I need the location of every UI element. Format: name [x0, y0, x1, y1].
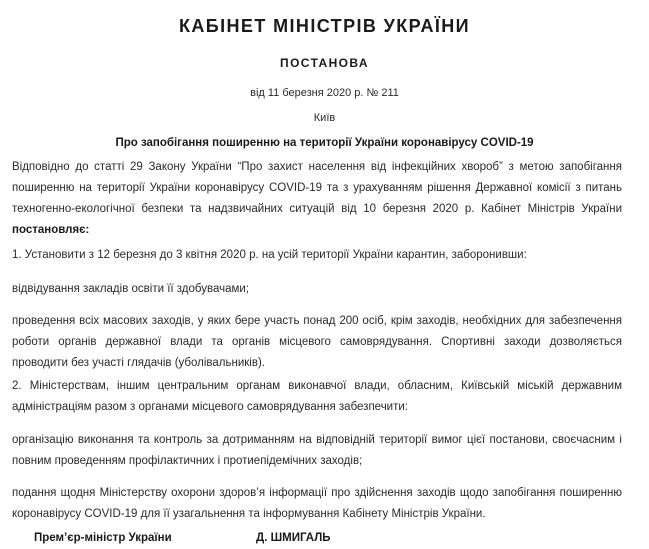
paragraph-4: 2. Міністерствам, іншим центральним органам виконавчої влади, обласним, Київській міській державним адміністраціям разом з органами місцевого самоврядування забезпечити:: [12, 380, 622, 413]
document-heading: Про запобігання поширенню на території України коронавірусу COVID-19: [115, 137, 534, 149]
document-date: від 11 березня 2020 р. № 211: [250, 87, 399, 99]
document-type: ПОСТАНОВА: [280, 56, 369, 70]
paragraph-3: проведення всіх масових заходів, у яких бере участь понад 200 осіб, крім заходів, необхідних для забезпечення роботи органів державної влади та органів місцевого самоврядування. Спортивні заходи дозволяється проводити без участі глядачів (уболівальників).: [12, 315, 622, 369]
intro-paragraph: [12, 157, 622, 241]
signature-position: Прем’єр-міністр України: [34, 532, 172, 544]
paragraph-5: організацію виконання та контроль за дотриманням на відповідній території вимог цієї постанови, своєчасним і повним проведенням профілактичних і протиепідемічних заходів;: [12, 434, 622, 467]
paragraph-2: відвідування закладів освіти її здобувачами;: [12, 283, 250, 295]
intro-resolves: постановляє:: [12, 224, 90, 236]
document-city: Київ: [313, 112, 336, 124]
intro-text: Відповідно до статті 29 Закону України “Про захист населення від інфекційних хвороб” з метою запобігання поширенню на території України коронавірусу COVID-19 та з урахуванням рішення Державної комісії з питань техногенно-екологічної безпеки та надзвичайних ситуацій від 10 березня 2020 р. Кабінет Міністрів України: [12, 161, 622, 215]
paragraph-1: 1. Установити з 12 березня до 3 квітня 2020 р. на усій території України карантин, заборонивши:: [12, 249, 527, 261]
signature-name: Д. ШМИГАЛЬ: [256, 532, 331, 544]
paragraph-6: подання щодня Міністерству охорони здоров’я інформації про здійснення заходів щодо запобігання поширенню коронавірусу COVID-19 для її узагальнення та інформування Кабінету Міністрів України.: [12, 487, 622, 520]
document-title: КАБІНЕТ МІНІСТРІВ УКРАЇНИ: [179, 16, 470, 36]
